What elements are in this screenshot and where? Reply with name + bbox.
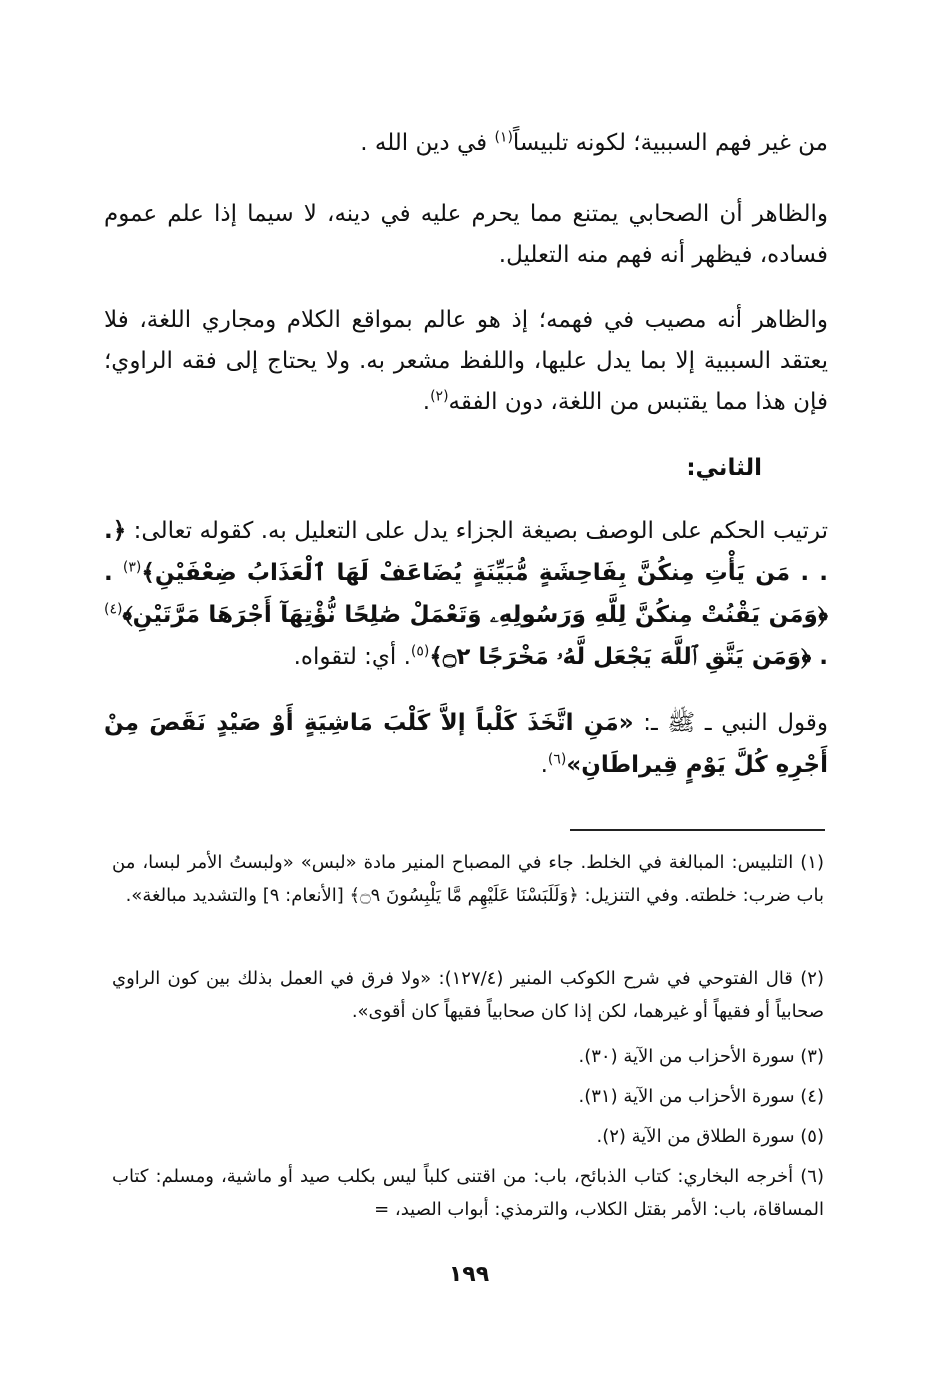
paragraph-companion: والظاهر أن الصحابي يمتنع مما يحرم عليه في دينه، لا سيما إذا علم عموم فساده، فيظهر أنه فهم منه التعليل. <box>104 201 828 268</box>
opening-line-tail: في دين الله . <box>360 130 495 156</box>
page-number: ١٩٩ <box>448 1262 490 1287</box>
ordering-tail: . أي: لتقواه. <box>293 644 411 670</box>
footnote-1: (١) التلبيس: المبالغة في الخلط. جاء في المصباح المنير مادة «لبس» «ولبستُ الأمر لبسا، من باب ضرب: خلطته. وفي التنزيل: ﴿وَلَلَبَسْنَا عَلَيْهِم مَّا يَلْبِسُونَ ۝٩﴾ [الأنعام: ٩] والتشديد مبالغة». <box>112 852 824 906</box>
footnote-2: (٢) قال الفتوحي في شرح الكوكب المنير (١٢٧/٤): «ولا فرق في العمل بذلك بين كون الراوي صحابياً أو فقيهاً أو غيرهما، لكن إذا كان صحابياً فقيهاً كان أقوى». <box>112 968 824 1022</box>
ordering-lead: كقوله تعالى: <box>126 518 254 544</box>
footnote-ref-5: (٥) <box>410 643 430 660</box>
footnote-6: (٦) أخرجه البخاري: كتاب الذبائح، باب: من اقتنى كلباً ليس بكلب صيد أو ماشية، ومسلم: كتاب المساقاة، باب: الأمر بقتل الكلاب، والترمذي: أبواب الصيد، = <box>112 1166 824 1220</box>
paragraph-ordering <box>104 510 828 678</box>
opening-line-text: من غير فهم السببية؛ لكونه تلبيساً <box>512 130 828 156</box>
section-heading-second: الثاني: <box>686 455 762 481</box>
paragraph-understanding-text: والظاهر أنه مصيب في فهمه؛ إذ هو عالم بمواقع الكلام ومجاري اللغة، فلا يعتقد السببية إلا بما يدل عليها، واللفظ مشعر به. ولا يحتاج إلى فقه الراوي؛ فإن هذا مما يقتبس من اللغة، دون الفقه <box>104 307 828 415</box>
paragraph-understanding <box>104 300 828 423</box>
footnote-ref-3: (٣) <box>122 559 142 576</box>
footnote-ref-4: (٤) <box>104 601 123 618</box>
footnote-ref-1: (١) <box>494 129 513 146</box>
quran-verse-1: ﴿. . . مَن يَأْتِ مِنكُنَّ بِفَاحِشَةٍ مُّبَيِّنَةٍ يُضَاعَفْ لَهَا ٱلْعَذَابُ ضِعْفَيْنِ﴾ <box>104 518 828 586</box>
paragraph-understanding-tail: . <box>422 389 431 415</box>
footnote-4: (٤) سورة الأحزاب من الآية (٣١). <box>578 1086 824 1107</box>
footnote-ref-2: (٢) <box>430 388 449 405</box>
hadith-lead: وقول النبي ـ ﷺ ـ: <box>633 710 828 736</box>
footnote-divider <box>570 829 825 831</box>
footnote-ref-6: (٦) <box>547 751 567 768</box>
opening-line <box>360 123 828 163</box>
hadith-tail: . <box>540 752 548 778</box>
footnote-5: (٥) سورة الطلاق من الآية (٢). <box>596 1126 824 1147</box>
ordering-intro: ترتيب الحكم على الوصف بصيغة الجزاء يدل على التعليل به. <box>260 518 828 544</box>
hadith-text: «مَنِ اتَّخَذَ كَلْباً إلاَّ كَلْبَ مَاشِيَةٍ أَوْ صَيْدٍ نَقَصَ مِنْ أَجْرِهِ كُلَّ يَوْمٍ قِيراطَانِ» <box>104 710 828 778</box>
paragraph-hadith <box>104 702 828 786</box>
quran-verse-3: . ﴿وَمَن يَتَّقِ ٱللَّهَ يَجْعَل لَّهُۥ مَخْرَجًا ۝٢﴾ <box>429 644 828 670</box>
quran-verse-2: . ﴿وَمَن يَقْنُتْ مِنكُنَّ لِلَّهِ وَرَسُولِهِۦ وَتَعْمَلْ صَٰلِحًا نُّؤْتِهَآ أَجْرَهَا مَرَّتَيْنِ﴾ <box>104 560 828 628</box>
footnote-3: (٣) سورة الأحزاب من الآية (٣٠). <box>578 1046 824 1067</box>
